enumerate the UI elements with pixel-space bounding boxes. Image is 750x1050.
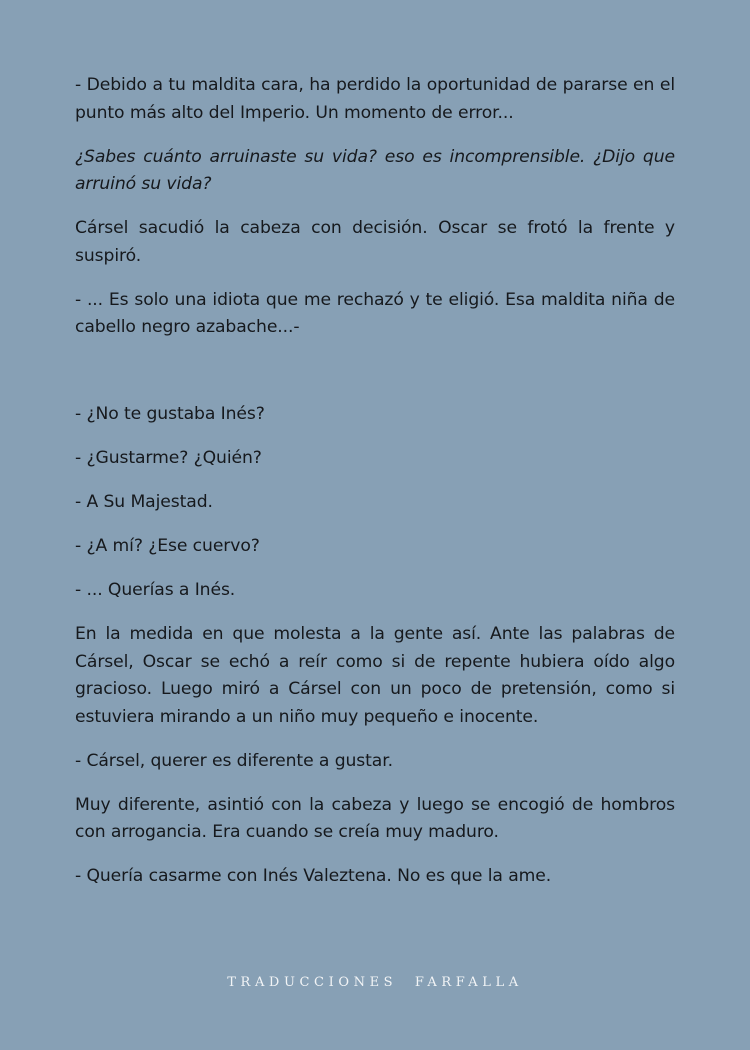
- paragraph-dialogue: - ¿No te gustaba Inés?: [75, 404, 265, 424]
- paragraph-dialogue: - Debido a tu maldita cara, ha perdido la oportunidad de pararse en el punto más alto del Imperio. Un momento de error...: [75, 75, 675, 123]
- footer-watermark: TRADUCCIONES FARFALLA: [227, 975, 523, 990]
- paragraph-narration: En la medida en que molesta a la gente así. Ante las palabras de Cársel, Oscar se echó a reír como si de repente hubiera oído algo gracioso. Luego miró a Cársel con un poco de pretensión, como si estuviera mirando a un niño muy pequeño e inocente.: [75, 624, 675, 727]
- paragraph-thought-italic: ¿Sabes cuánto arruinaste su vida? eso es incomprensible. ¿Dijo que arruinó su vida?: [75, 146, 675, 194]
- paragraph-dialogue: - A Su Majestad.: [75, 492, 213, 512]
- section-spacer: [75, 358, 675, 401]
- paragraph-narration: Cársel sacudió la cabeza con decisión. Oscar se frotó la frente y suspiró.: [75, 218, 675, 266]
- paragraph-dialogue: - ¿A mí? ¿Ese cuervo?: [75, 536, 260, 556]
- paragraph-dialogue: - Cársel, querer es diferente a gustar.: [75, 750, 393, 771]
- paragraph-dialogue: - ... Es solo una idiota que me rechazó y te eligió. Esa maldita niña de cabello negro azabache...-: [75, 289, 675, 337]
- paragraph-dialogue: - ... Querías a Inés.: [75, 580, 236, 600]
- paragraph-dialogue: - ¿Gustarme? ¿Quién?: [75, 448, 262, 468]
- paragraph-dialogue: - Quería casarme con Inés Valeztena. No es que la ame.: [75, 866, 552, 886]
- document-page: [75, 72, 675, 907]
- paragraph-narration: Muy diferente, asintió con la cabeza y luego se encogió de hombros con arrogancia. Era cuando se creía muy maduro.: [75, 794, 675, 842]
